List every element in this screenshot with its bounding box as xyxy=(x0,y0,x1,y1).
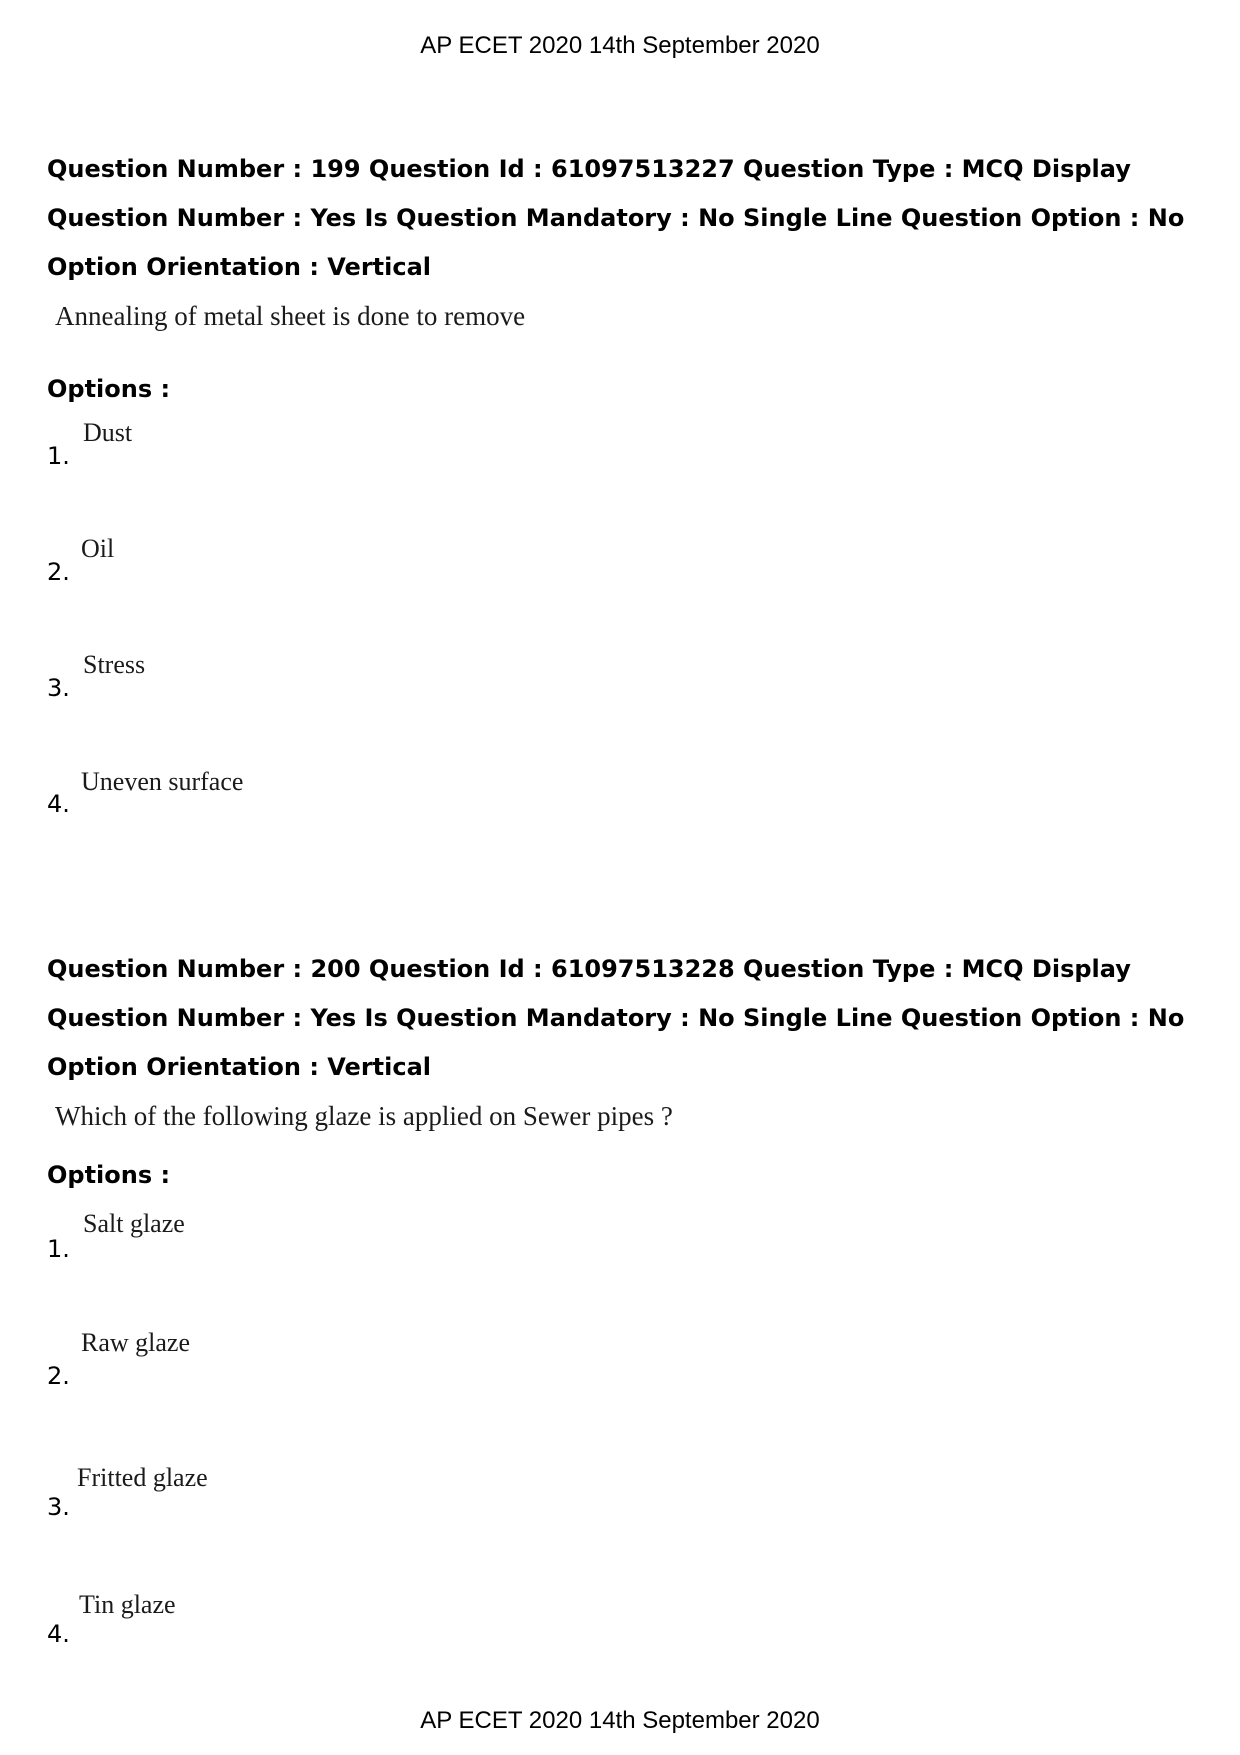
option-text: Dust xyxy=(83,418,133,447)
option-text: Stress xyxy=(83,650,146,679)
options-label: Options : xyxy=(47,375,171,403)
option-number: 1. xyxy=(47,442,70,470)
option-text: Fritted glaze xyxy=(77,1463,208,1492)
option-text: Tin glaze xyxy=(79,1590,176,1619)
question-text: Which of the following glaze is applied on Sewer pipes ? xyxy=(55,1101,673,1131)
option-text: Uneven surface xyxy=(81,767,244,796)
option-number: 2. xyxy=(47,1362,70,1390)
question-text: Annealing of metal sheet is done to remove xyxy=(55,301,526,331)
option-number: 2. xyxy=(47,558,70,586)
option-text: Salt glaze xyxy=(83,1209,185,1238)
option-number: 3. xyxy=(47,1493,70,1521)
option-text: Oil xyxy=(81,534,115,563)
option-number: 1. xyxy=(47,1235,70,1263)
question-meta: Question Number : 199 Question Id : 61097513227 Question Type : MCQ Display Question Number : Yes Is Question Mandatory : No Single Line Question Option : No Option Orientation : Vertical xyxy=(47,155,1185,281)
question-meta: Question Number : 200 Question Id : 61097513228 Question Type : MCQ Display Question Number : Yes Is Question Mandatory : No Single Line Question Option : No Option Orientation : Vertical xyxy=(47,955,1185,1081)
options-label: Options : xyxy=(47,1161,171,1189)
option-number: 3. xyxy=(47,674,70,702)
option-number: 4. xyxy=(47,790,70,818)
option-text: Raw glaze xyxy=(81,1328,191,1357)
page-footer: AP ECET 2020 14th September 2020 xyxy=(420,1707,820,1734)
option-number: 4. xyxy=(47,1620,70,1648)
page-header: AP ECET 2020 14th September 2020 xyxy=(420,32,820,59)
